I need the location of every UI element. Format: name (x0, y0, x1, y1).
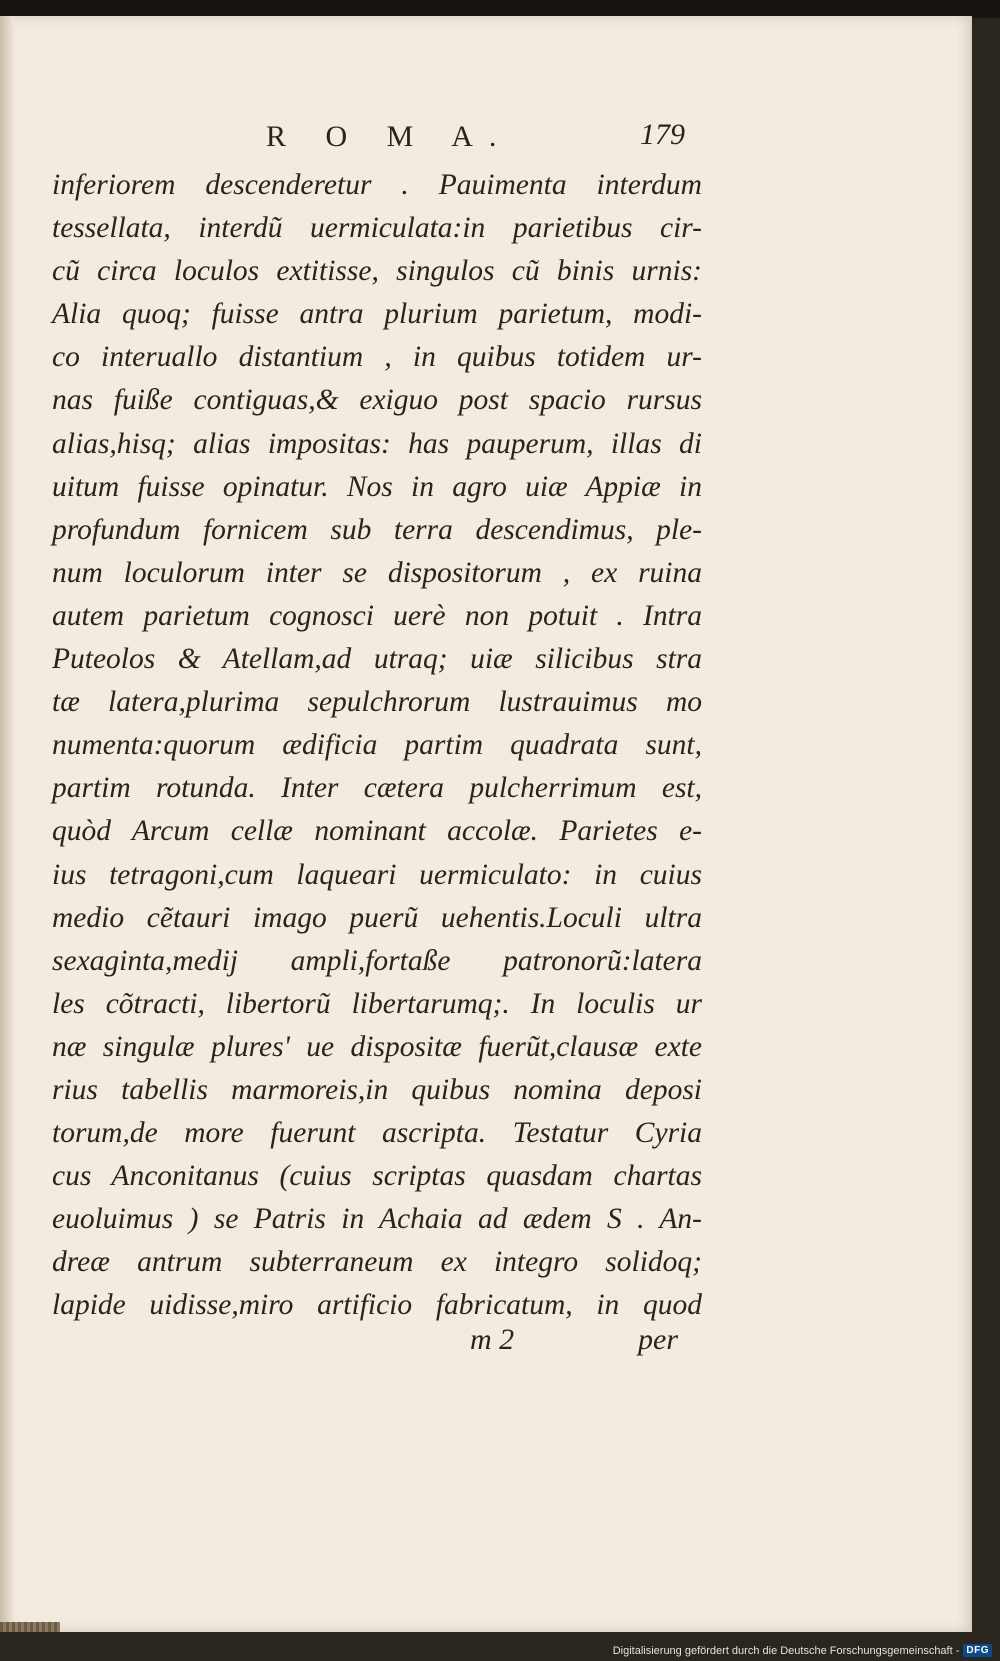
text-line: alias,hisq; alias impositas: has pauperum, illas di (52, 427, 702, 460)
body-text (52, 164, 702, 1328)
text-line: cũ circa loculos extitisse, singulos cũ binis urnis: (52, 255, 702, 288)
funding-credit (613, 1644, 992, 1657)
catchword: per (638, 1323, 678, 1356)
text-line: tæ latera,plurima sepulchrorum lustrauimus mo (52, 686, 702, 719)
text-line: autem parietum cognosci uerè non potuit . Intra (52, 599, 702, 632)
text-line: cus Anconitanus (cuius scriptas quasdam chartas (52, 1160, 702, 1193)
signature-mark: m 2 (470, 1323, 515, 1356)
page-gutter-shadow (0, 16, 14, 1632)
text-line: inferiorem descenderetur . Pauimenta interdum (52, 169, 702, 201)
text-line: ius tetragoni,cum laqueari uermiculato: in cuius (52, 858, 702, 891)
funding-credit-text: Digitalisierung gefördert durch die Deutsche Forschungsgemeinschaft - (612, 1644, 960, 1657)
text-line: num loculorum inter se dispositorum , ex ruina (52, 556, 702, 589)
text-line: lapide uidisse,miro artificio fabricatum, in quod (52, 1289, 702, 1322)
text-line: næ singulæ plures' ue dispositæ fuerũt,clausæ exte (52, 1030, 702, 1063)
page-number: 179 (640, 118, 685, 151)
running-title: R O M A. (266, 120, 513, 153)
book-page (0, 16, 972, 1632)
text-line: torum,de more fuerunt ascripta. Testatur Cyria (52, 1117, 702, 1150)
text-line: Puteolos & Atellam,ad utraq; uiæ silicibus stra (52, 643, 702, 676)
text-line: les cõtracti, libertorũ libertarumq;. In loculis ur (52, 987, 702, 1020)
running-head (52, 108, 692, 158)
text-line: medio cẽtauri imago puerũ uehentis.Loculi ultra (52, 901, 702, 934)
text-line: numenta:quorum ædificia partim quadrata sunt, (52, 729, 702, 762)
text-line: profundum fornicem sub terra descendimus, ple- (52, 513, 702, 546)
text-line: rius tabellis marmoreis,in quibus nomina deposi (52, 1073, 702, 1106)
text-line: tessellata, interdũ uermiculata:in parietibus cir- (52, 212, 702, 245)
text-line: dreæ antrum subterraneum ex integro solidoq; (52, 1246, 702, 1279)
text-line: nas fuiße contiguas,& exiguo post spacio rursus (52, 384, 702, 417)
text-line: euoluimus ) se Patris in Achaia ad ædem S . An- (52, 1203, 702, 1236)
text-line: co interuallo distantium , in quibus totidem ur- (52, 341, 702, 374)
dfg-logo-icon: DFG (963, 1644, 992, 1657)
text-line: Alia quoq; fuisse antra plurium parietum, modi- (52, 298, 702, 331)
text-line: quòd Arcum cellæ nominant accolæ. Parietes e- (52, 815, 702, 848)
text-line: uitum fuisse opinatur. Nos in agro uiæ Appiæ in (52, 470, 702, 503)
text-line: sexaginta,medij ampli,fortaße patronorũ:latera (52, 944, 702, 977)
text-line: partim rotunda. Inter cætera pulcherrimum est, (52, 772, 702, 805)
page-footer (470, 1323, 690, 1363)
scan-bottom-strip (0, 1632, 1000, 1661)
